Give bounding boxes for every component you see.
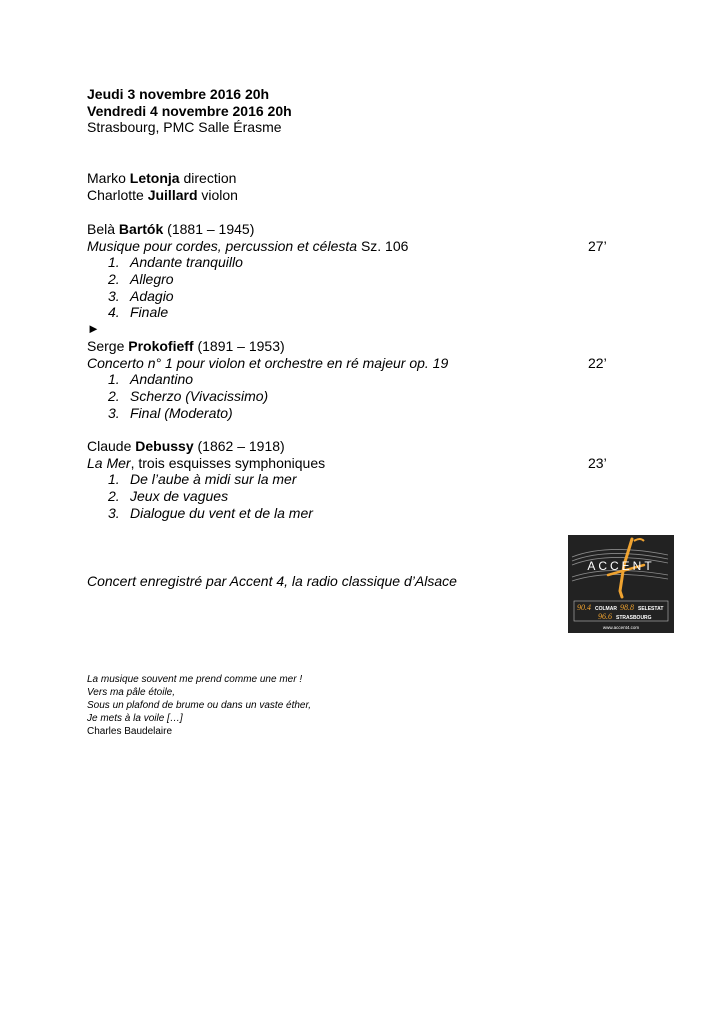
- movement-title: Finale: [130, 304, 169, 321]
- movement-title: Scherzo (Vivacissimo): [130, 388, 269, 405]
- program-item-bartok: [87, 221, 607, 338]
- movement-title: De l’aube à midi sur la mer: [130, 471, 297, 488]
- movement-title: Jeux de vagues: [130, 488, 229, 505]
- program-item-debussy: [87, 438, 607, 521]
- movement-item: 4. Finale: [108, 304, 169, 321]
- movement-item: 2. Allegro: [108, 271, 174, 288]
- movement-title: Andante tranquillo: [130, 254, 243, 271]
- performer-role: direction: [183, 170, 237, 186]
- concert-date-2: Vendredi 4 novembre 2016 20h: [87, 102, 292, 119]
- performer-soloist: [87, 187, 238, 204]
- quote-line: Sous un plafond de brume ou dans un vaste éther,: [87, 700, 312, 711]
- movement-title: Andantino: [130, 371, 194, 388]
- composer-line: [87, 338, 448, 355]
- recording-note-text: Concert enregistré par Accent 4, la radio classique d’Alsace: [87, 573, 457, 589]
- program-item-prokofieff: [87, 338, 607, 421]
- logo-freq-3: 96.6: [598, 612, 612, 621]
- work-title: Musique pour cordes, percussion et célesta: [87, 237, 358, 254]
- performer-role: violon: [201, 186, 238, 203]
- movement-item: 1. Andantino: [108, 371, 194, 388]
- composer-dates: (1891 – 1953): [197, 338, 285, 354]
- work-title: Concerto n° 1 pour violon et orchestre en ré majeur op. 19: [87, 354, 449, 371]
- composer-last-name: Bartók: [118, 221, 164, 237]
- logo-city-2: SELESTAT: [638, 606, 664, 612]
- performer-first-name: Charlotte: [87, 186, 144, 203]
- work-duration: 23’: [588, 454, 607, 471]
- quote-line: Vers ma pâle étoile,: [87, 687, 176, 698]
- work-duration: 22’: [588, 354, 607, 371]
- logo-url: www.accent4.com: [602, 625, 640, 630]
- movement-item: 2. Jeux de vagues: [108, 488, 229, 505]
- movement-item: 1. Andante tranquillo: [108, 254, 243, 271]
- logo-freq-1: 90.4: [577, 603, 591, 612]
- logo-wordmark: ACCENT: [587, 559, 655, 573]
- movement-item: 2. Scherzo (Vivacissimo): [108, 388, 269, 405]
- logo-freq-2: 98.8: [620, 603, 634, 612]
- work-subtitle: , trois esquisses symphoniques: [130, 454, 326, 471]
- quote-line: Je mets à la voile […]: [87, 713, 183, 724]
- logo-city-1: COLMAR: [595, 606, 617, 612]
- performers: [87, 170, 238, 203]
- composer-line: [87, 438, 325, 455]
- composer-dates: (1881 – 1945): [167, 221, 255, 237]
- movement-title: Allegro: [130, 271, 174, 288]
- composer-last-name: Prokofieff: [128, 338, 194, 354]
- performer-last-name: Juillard: [147, 186, 198, 203]
- composer-first-name: Claude: [87, 438, 132, 454]
- logo-city-3: STRASBOURG: [616, 615, 652, 621]
- concert-header: [87, 86, 292, 136]
- work-catalog: Sz. 106: [360, 237, 409, 254]
- concert-venue: Strasbourg, PMC Salle Érasme: [87, 119, 282, 136]
- baudelaire-quote: [87, 673, 311, 738]
- composer-line: [87, 221, 408, 238]
- quote-line: La musique souvent me prend comme une mer !: [87, 674, 303, 685]
- work-title: La Mer: [87, 454, 131, 471]
- accent4-logo-graphic: [568, 535, 674, 633]
- concert-date-1: Jeudi 3 novembre 2016 20h: [87, 86, 270, 102]
- performer-last-name: Letonja: [129, 170, 180, 186]
- work-line: [87, 237, 607, 255]
- movement-title: Adagio: [130, 287, 174, 304]
- movement-title: Final (Moderato): [130, 404, 233, 421]
- composer-dates: (1862 – 1918): [197, 438, 285, 454]
- movement-item: 3. Dialogue du vent et de la mer: [108, 504, 313, 521]
- quote-author: Charles Baudelaire: [87, 726, 173, 737]
- composer-first-name: Serge: [87, 338, 125, 354]
- performer-conductor: [87, 170, 238, 187]
- work-duration: 27’: [588, 237, 607, 254]
- performer-first-name: Marko: [87, 170, 126, 186]
- accent4-logo: [568, 535, 674, 633]
- movement-item: 1. De l’aube à midi sur la mer: [108, 471, 297, 488]
- movement-item: 3. Adagio: [108, 287, 174, 304]
- movement-item: 3. Final (Moderato): [108, 404, 233, 421]
- composer-last-name: Debussy: [135, 438, 194, 454]
- work-line: [87, 354, 607, 372]
- recording-note: [87, 573, 457, 590]
- movement-title: Dialogue du vent et de la mer: [130, 504, 313, 521]
- intermission-marker: ►: [87, 321, 100, 337]
- composer-first-name: Belà: [87, 221, 116, 237]
- work-line: [87, 454, 607, 472]
